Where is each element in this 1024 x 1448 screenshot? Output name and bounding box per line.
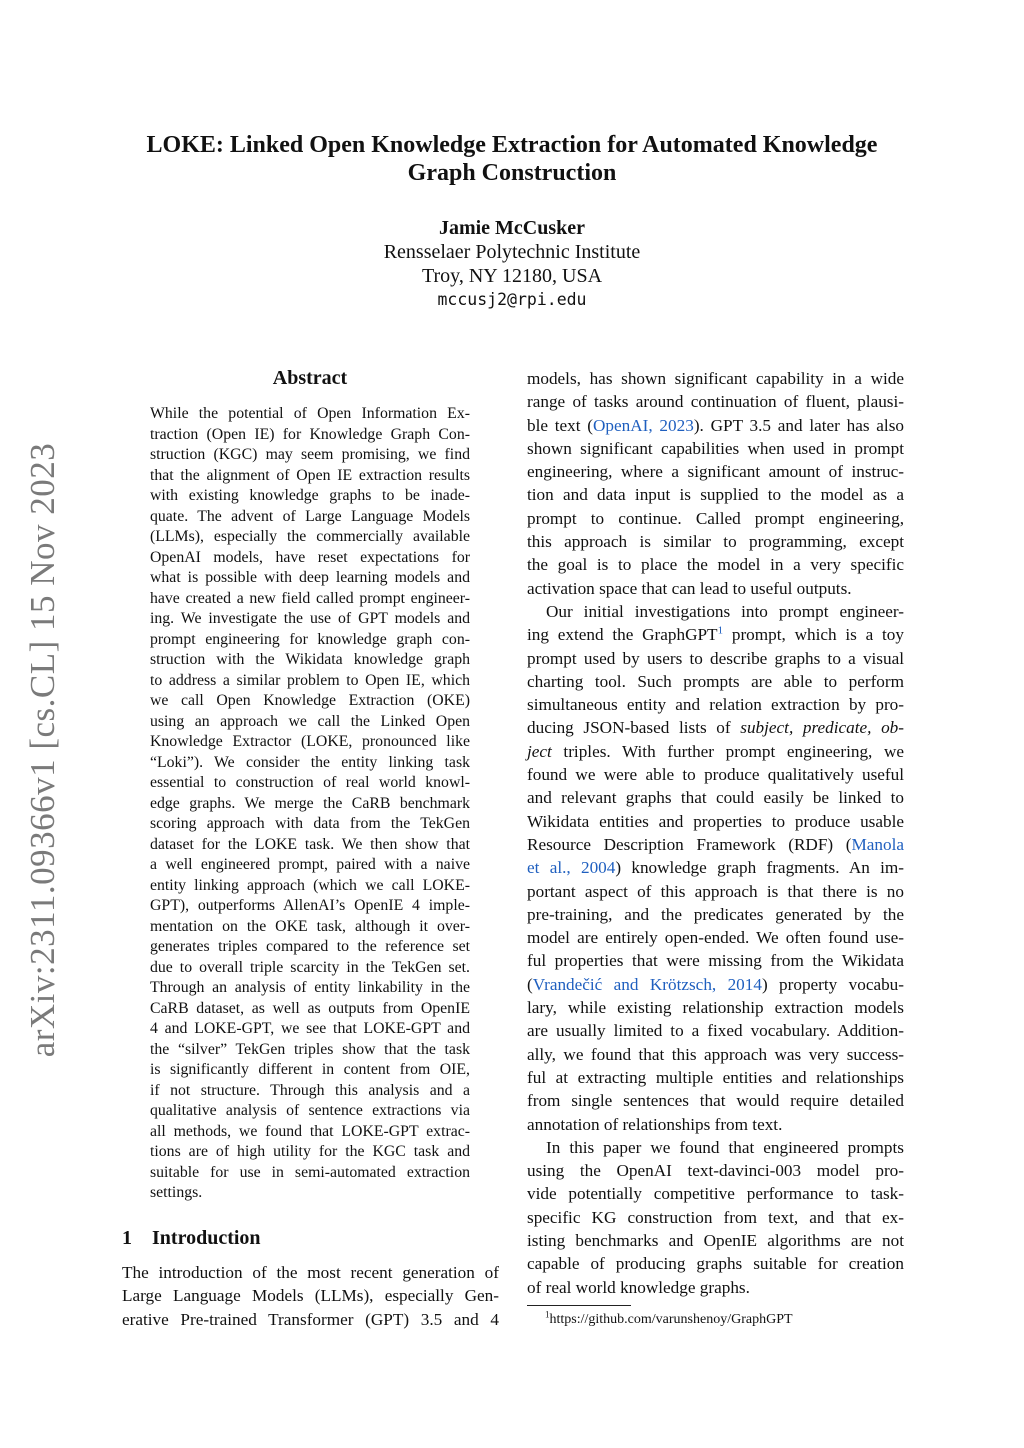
text-line: from single sentences that would require detailed	[527, 1091, 904, 1111]
paragraph-2	[527, 600, 904, 1136]
title-line-1: LOKE: Linked Open Knowledge Extraction for Automated Knowledge	[146, 132, 878, 158]
abstract-line: we call Open Knowledge Extraction (OKE)	[150, 692, 470, 709]
text-line	[527, 623, 904, 646]
text-fragment: prompt, which is a toy	[723, 625, 904, 645]
text-line: pre-training, and the predicates generated by the	[527, 904, 904, 924]
abstract-line: qualitative analysis of sentence extractions via	[150, 1102, 470, 1119]
text-line: of real world knowledge graphs.	[527, 1277, 750, 1297]
text-line	[527, 973, 904, 996]
text-line: prompt used by users to describe graphs to a visual	[527, 648, 904, 668]
abstract-line: scoring approach with data from the TekGen	[150, 815, 470, 832]
abstract-line: what is possible with deep learning models and	[150, 569, 470, 586]
abstract-line: While the potential of Open Information Ex-	[150, 405, 470, 422]
footnote-divider	[527, 1305, 631, 1306]
abstract-line: 4 and LOKE-GPT, we see that LOKE-GPT and	[150, 1020, 470, 1037]
abstract-line: suitable for use in semi-automated extraction	[150, 1163, 470, 1181]
text-line: capable of producing graphs suitable for creation	[527, 1254, 904, 1274]
author-name: Jamie McCusker	[438, 217, 586, 239]
text-line: ful properties that were missing from the Wikidata	[527, 951, 904, 971]
text-line: Wikidata entities and properties to produce usable	[527, 811, 904, 831]
abstract-line: the “silver” TekGen triples show that the task	[150, 1040, 470, 1058]
abstract-line: struction with the Wikidata knowledge graph	[150, 651, 470, 668]
abstract-line: ing. We investigate the use of GPT models and	[150, 610, 470, 627]
abstract-line: (LLMs), especially the commercially available	[150, 528, 470, 545]
emphasis-text: ject	[527, 741, 552, 761]
footnote	[545, 1311, 793, 1329]
abstract-line: Knowledge Extractor (LOKE, pronounced like	[150, 733, 470, 750]
text-fragment: Resource Description Framework (RDF) (	[527, 834, 852, 854]
abstract-line: entity linking approach (which we call LOKE-	[150, 876, 470, 894]
citation-link-openai[interactable]: OpenAI, 2023	[593, 415, 694, 435]
title-line-2: Graph Construction	[407, 160, 617, 186]
footnote-number: 1	[545, 1309, 550, 1320]
text-line: Our initial investigations into prompt engineer-	[546, 601, 904, 621]
text-line: lary, while existing relationship extraction models	[527, 998, 904, 1018]
text-fragment: ducing JSON-based lists of	[527, 718, 741, 738]
abstract-line: generates triples compared to the reference set	[150, 938, 470, 955]
arxiv-identifier: arXiv:2311.09366v1 [cs.CL] 15 Nov 2023	[23, 442, 62, 1058]
section-title: Introduction	[152, 1227, 261, 1249]
emphasis-text: subject, predicate, ob-	[740, 718, 904, 738]
abstract-line: all methods, we found that LOKE-GPT extrac-	[150, 1122, 470, 1140]
text-line: shown significant capabilities when used in prompt	[527, 438, 904, 458]
text-line: the goal is to place the model in a very specific	[527, 555, 904, 575]
text-line	[527, 716, 904, 739]
abstract-line: traction (Open IE) for Knowledge Graph Con-	[150, 425, 470, 443]
author-affiliation: Rensselaer Polytechnic Institute	[383, 241, 641, 263]
abstract-body	[150, 404, 470, 1204]
abstract-line: mentation on the OKE task, although it over-	[150, 917, 470, 935]
abstract-line: is significantly different in content from OIE,	[150, 1061, 470, 1078]
right-column	[527, 367, 904, 1299]
text-line: and relevant graphs that could easily be linked to	[527, 788, 904, 808]
text-line: ful at extracting multiple entities and relationships	[527, 1067, 904, 1087]
text-line	[527, 414, 904, 437]
abstract-line: with existing knowledge graphs to be inade-	[150, 487, 470, 504]
author-block	[112, 216, 912, 312]
text-line: ally, we found that this approach was very success-	[527, 1044, 904, 1064]
text-line	[527, 833, 904, 856]
text-line: tion and data input is supplied to the model as a	[527, 485, 904, 505]
author-email[interactable]: mccusj2@rpi.edu	[437, 290, 587, 309]
paragraph-1	[527, 367, 904, 600]
author-location: Troy, NY 12180, USA	[421, 265, 603, 287]
abstract-line: quate. The advent of Large Language Models	[150, 507, 470, 525]
abstract-line: Through an analysis of entity linkability in the	[150, 979, 470, 996]
abstract-line: have created a new field called prompt engineer-	[150, 589, 470, 607]
text-line: vide potentially competitive performance to task-	[527, 1184, 904, 1204]
abstract-line: struction (KGC) may seem promising, we find	[150, 446, 470, 463]
arxiv-sidebar	[12, 380, 74, 1120]
text-line: simultaneous entity and relation extraction by pro-	[527, 695, 904, 715]
text-fragment: ) knowledge graph fragments. An im-	[615, 858, 905, 878]
section-heading-introduction	[122, 1226, 261, 1250]
abstract-line: dataset for the LOKE task. We then show that	[150, 835, 470, 853]
abstract-line: a well engineered prompt, paired with a naive	[150, 856, 470, 873]
abstract-line: edge graphs. We merge the CaRB benchmark	[150, 794, 470, 812]
abstract-line: “Loki”). We consider the entity linking task	[150, 753, 470, 771]
abstract-line: due to overall triple scarcity in the TekGen set.	[150, 958, 470, 976]
text-fragment: triples. With further prompt engineering, we	[551, 741, 904, 761]
abstract-line: if not structure. Through this analysis and a	[150, 1081, 470, 1099]
text-line: specific KG construction from text, and that ex-	[527, 1207, 904, 1227]
text-fragment: (	[527, 974, 533, 994]
text-line: model are entirely open-ended. We often found use-	[527, 928, 904, 948]
text-fragment: ing extend the GraphGPT	[527, 625, 718, 645]
abstract-heading: Abstract	[272, 367, 348, 389]
intro-line: The introduction of the most recent generation of	[122, 1263, 499, 1282]
paragraph-3	[527, 1136, 904, 1299]
section-number: 1	[122, 1227, 132, 1249]
text-line: engineering, where a significant amount of instruc-	[527, 462, 904, 482]
footnote-url[interactable]: https://github.com/varunshenoy/GraphGPT	[549, 1312, 793, 1327]
text-line: In this paper we found that engineered prompts	[546, 1137, 904, 1157]
intro-line: erative Pre-trained Transformer (GPT) 3.5 and 4	[122, 1309, 499, 1329]
text-line: found we were able to produce qualitatively useful	[527, 765, 904, 785]
text-line: charting tool. Such prompts are able to perform	[527, 671, 904, 691]
abstract-line: that the alignment of Open IE extraction results	[150, 466, 470, 484]
text-fragment: ble text (	[527, 415, 594, 435]
abstract-line: prompt engineering for knowledge graph con-	[150, 630, 470, 648]
introduction-left-column	[122, 1261, 499, 1331]
text-line: activation space that can lead to useful outputs.	[527, 578, 852, 598]
abstract-line: GPT), outperforms AllenAI’s OpenIE 4 imple-	[150, 897, 470, 914]
abstract-line: to address a similar problem to Open IE, which	[150, 671, 470, 689]
text-line: this approach is similar to programming, except	[527, 532, 904, 552]
text-line: prompt to continue. Called prompt engineering,	[527, 508, 904, 528]
text-fragment: ). GPT 3.5 and later has also	[693, 415, 904, 435]
abstract-line: OpenAI models, have reset expectations for	[150, 548, 470, 566]
text-line: portant aspect of this approach is that there is no	[527, 881, 904, 901]
abstract-line: using an approach we call the Linked Open	[150, 712, 470, 730]
text-line: isting benchmarks and OpenIE algorithms are not	[527, 1230, 904, 1250]
abstract-line: tions are of high utility for the KGC task and	[150, 1143, 470, 1160]
intro-line: Large Language Models (LLMs), especially Gen-	[122, 1286, 499, 1306]
text-fragment: ) property vocabu-	[761, 974, 904, 994]
paper-title	[112, 131, 912, 187]
text-line: models, has shown significant capability in a wide	[527, 369, 904, 388]
text-line: are usually limited to a fixed vocabulary. Addition-	[527, 1021, 904, 1041]
abstract-line: essential to construction of real world knowl-	[150, 774, 470, 791]
abstract-line: CaRB dataset, as well as outputs from OpenIE	[150, 999, 470, 1017]
citation-link-manola-cont[interactable]: et al., 2004	[527, 858, 616, 878]
abstract-line: settings.	[150, 1184, 203, 1201]
text-line	[527, 856, 904, 879]
text-line: using the OpenAI text-davinci-003 model pro-	[527, 1161, 904, 1181]
citation-link-manola[interactable]: Manola	[851, 834, 904, 854]
text-line	[527, 740, 904, 763]
footnote-marker[interactable]: 1	[717, 624, 724, 637]
text-line: annotation of relationships from text.	[527, 1114, 783, 1134]
citation-link-vrandecic[interactable]: Vrandečić and Krötzsch, 2014	[532, 974, 762, 994]
text-line: range of tasks around continuation of fluent, plausi-	[527, 392, 904, 412]
